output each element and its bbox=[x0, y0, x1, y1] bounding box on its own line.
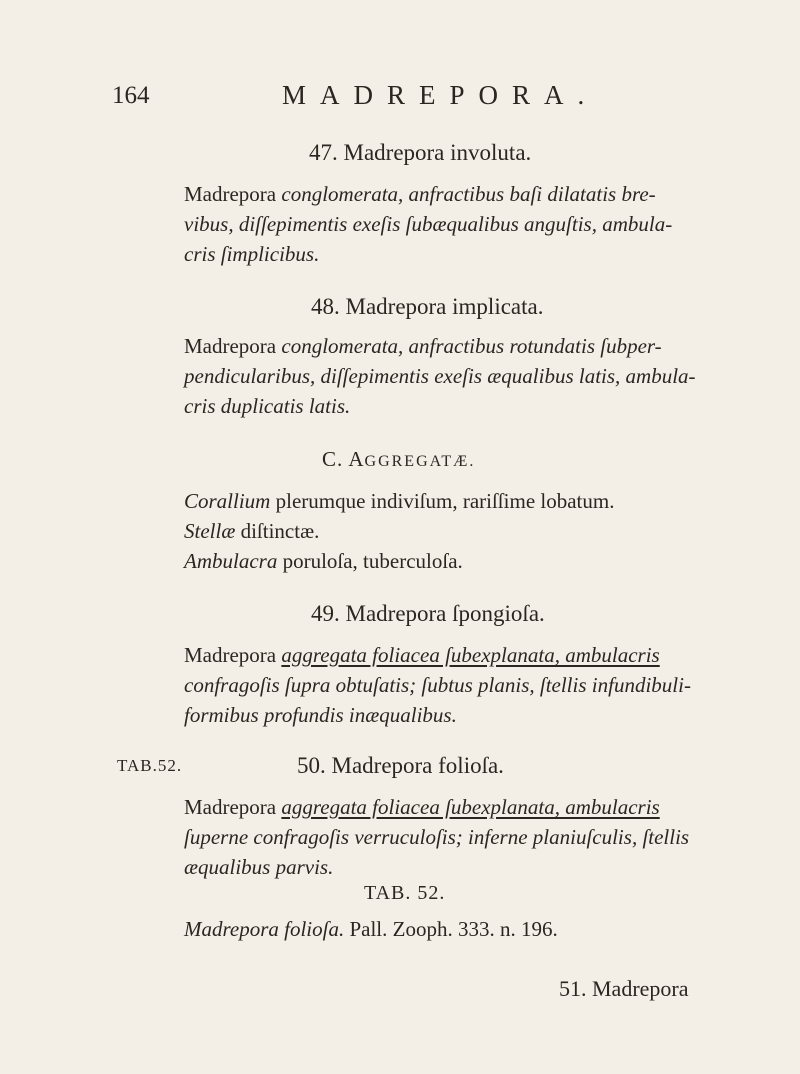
term-ambulacra: Ambulacra bbox=[184, 549, 278, 573]
term-corallium: Corallium bbox=[184, 489, 271, 513]
page-number: 164 bbox=[112, 82, 150, 109]
citation-source: Pall. Zooph. 333. n. 196. bbox=[344, 917, 558, 941]
entry-49-line-3: formibus profundis inæqualibus. bbox=[184, 703, 457, 727]
description-text: aggregata foliacea ſubexplanata, ambulacris bbox=[281, 643, 660, 667]
section-c-smallcaps: GGREGATÆ. bbox=[364, 453, 476, 470]
catchword: 51. Madrepora bbox=[559, 976, 689, 1001]
genus-name: Madrepora bbox=[184, 643, 282, 667]
entry-49-line-2: confragoſis ſupra obtuſatis; ſubtus planis, ſtellis infundibuli- bbox=[184, 673, 691, 697]
section-c-line-2 bbox=[184, 516, 319, 546]
entry-48-line-3: cris duplicatis latis. bbox=[184, 394, 351, 418]
entry-50-line-3: æqualibus parvis. bbox=[184, 855, 334, 879]
section-c-line-3 bbox=[184, 546, 463, 576]
section-c-line-1 bbox=[184, 486, 614, 516]
entry-50-line-1 bbox=[184, 792, 660, 822]
section-c-heading bbox=[322, 447, 475, 472]
term-stellae: Stellæ bbox=[184, 519, 236, 543]
running-title: MADREPORA. bbox=[282, 80, 599, 110]
entry-48-line-2: pendicularibus, diſſepimentis exeſis æqualibus latis, ambula- bbox=[184, 364, 696, 388]
term-definition: plerumque indiviſum, rariſſime lobatum. bbox=[270, 489, 615, 513]
entry-50-heading: 50. Madrepora folioſa. bbox=[297, 753, 504, 778]
entry-48-heading: 48. Madrepora implicata. bbox=[311, 294, 544, 319]
entry-47-line-1 bbox=[184, 179, 656, 209]
entry-47-line-3: cris ſimplicibus. bbox=[184, 242, 320, 266]
genus-name: Madrepora bbox=[184, 182, 282, 206]
term-definition: poruloſa, tuberculoſa. bbox=[277, 549, 463, 573]
citation-name: Madrepora folioſa. bbox=[184, 917, 345, 941]
entry-49-heading: 49. Madrepora ſpongioſa. bbox=[311, 601, 545, 626]
entry-47-line-2: vibus, diſſepimentis exeſis ſubæqualibus anguſtis, ambula- bbox=[184, 212, 673, 236]
entry-50-citation bbox=[184, 914, 558, 944]
entry-50-line-2: ſuperne confragoſis verruculoſis; inferne planiuſculis, ſtellis bbox=[184, 825, 690, 849]
plate-reference: TAB. 52. bbox=[364, 882, 446, 904]
genus-name: Madrepora bbox=[184, 334, 282, 358]
description-text: aggregata foliacea ſubexplanata, ambulacris bbox=[281, 795, 660, 819]
entry-49-line-1 bbox=[184, 640, 660, 670]
genus-name: Madrepora bbox=[184, 795, 282, 819]
description-text: conglomerata, anfractibus rotundatis ſubper- bbox=[281, 334, 662, 358]
term-definition: diſtinctæ. bbox=[235, 519, 320, 543]
entry-48-line-1 bbox=[184, 331, 662, 361]
section-c-letter: C. A bbox=[322, 447, 365, 471]
description-text: conglomerata, anfractibus baſi dilatatis bre- bbox=[281, 182, 656, 206]
margin-plate-reference: TAB.52. bbox=[117, 756, 183, 775]
entry-47-heading: 47. Madrepora involuta. bbox=[309, 140, 532, 165]
